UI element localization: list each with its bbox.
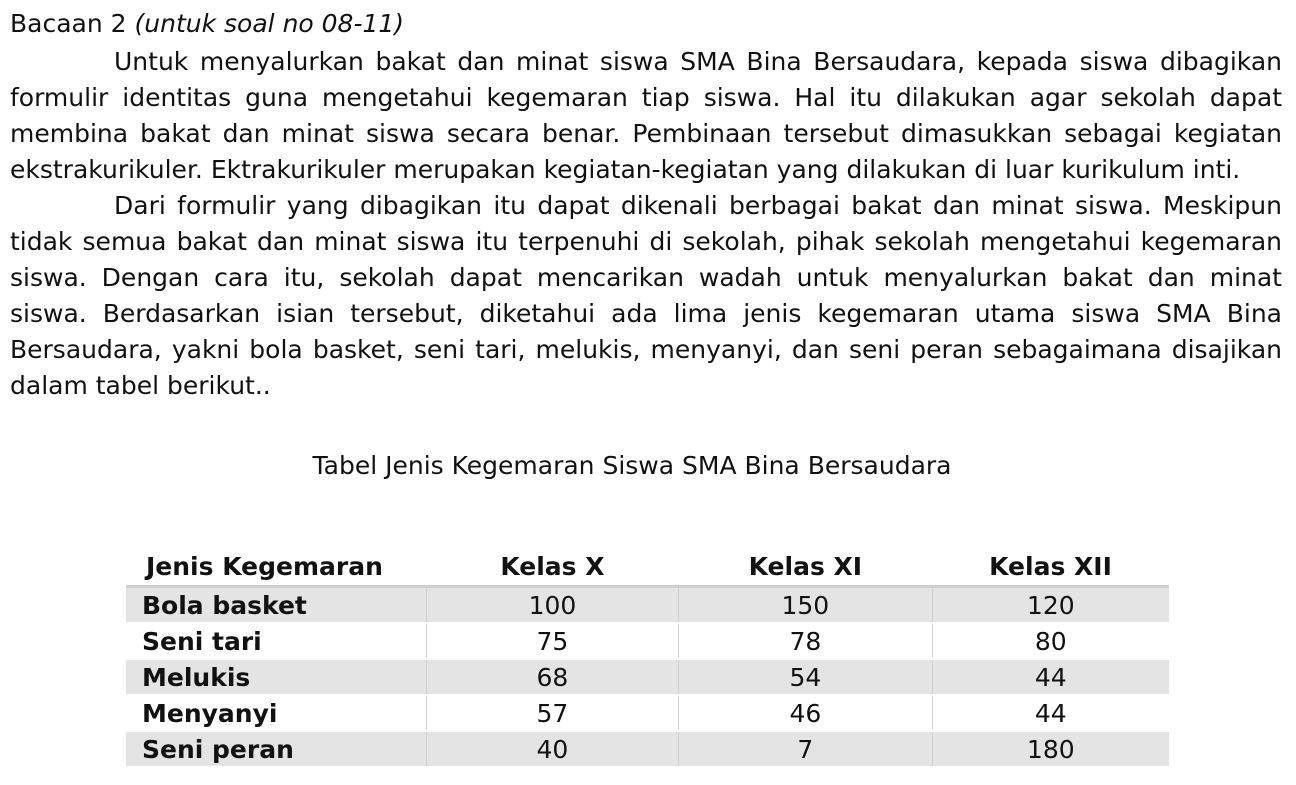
table-caption: Tabel Jenis Kegemaran Siswa SMA Bina Bersaudara [312, 451, 952, 480]
row-label: Seni peran [126, 731, 426, 767]
hobby-table [126, 547, 1169, 768]
cell-kelas-xi: 78 [679, 623, 932, 659]
cell-kelas-xii: 180 [932, 731, 1169, 767]
cell-kelas-xii: 80 [932, 623, 1169, 659]
cell-kelas-xi: 54 [679, 659, 932, 695]
cell-kelas-xi: 46 [679, 695, 932, 731]
paragraph-2: Dari formulir yang dibagikan itu dapat dikenali berbagai bakat dan minat siswa. Meskipun tidak semua bakat dan minat siswa itu terpenuhi di sekolah, pihak sekolah mengetahui kegemaran siswa. Dengan cara itu, sekolah dapat mencarikan wadah untuk menyalurkan bakat dan minat siswa. Berdasarkan isian tersebut, diketahui ada lima jenis kegemaran utama siswa SMA Bina Bersaudara, yakni bola basket, seni tari, melukis, menyanyi, dan seni peran sebagaimana disajikan dalam tabel berikut.. [10, 191, 1282, 400]
row-label: Bola basket [126, 587, 426, 624]
row-label: Seni tari [126, 623, 426, 659]
cell-kelas-xi: 150 [679, 587, 932, 624]
row-label: Melukis [126, 659, 426, 695]
header-kelas-xi: Kelas XI [679, 547, 932, 587]
cell-kelas-xii: 44 [932, 659, 1169, 695]
table-row [126, 731, 1169, 767]
cell-kelas-x: 68 [426, 659, 678, 695]
row-label: Menyanyi [126, 695, 426, 731]
cell-kelas-x: 57 [426, 695, 678, 731]
table-row [126, 623, 1169, 659]
header-kelas-x: Kelas X [426, 547, 678, 587]
paragraph-1: Untuk menyalurkan bakat dan minat siswa SMA Bina Bersaudara, kepada siswa dibagikan formulir identitas guna mengetahui kegemaran tiap siswa. Hal itu dilakukan agar sekolah dapat membina bakat dan minat siswa secara benar. Pembinaan tersebut dimasukkan sebagai kegiatan ekstrakurikuler. Ektrakurikuler merupakan kegiatan-kegiatan yang dilakukan di luar kurikulum inti. [10, 47, 1282, 184]
cell-kelas-xi: 7 [679, 731, 932, 767]
reading-heading [10, 6, 1282, 44]
cell-kelas-x: 100 [426, 587, 678, 624]
table-row [126, 695, 1169, 731]
header-jenis-kegemaran: Jenis Kegemaran [126, 547, 426, 587]
cell-kelas-xii: 44 [932, 695, 1169, 731]
document [10, 6, 1282, 484]
cell-kelas-xii: 120 [932, 587, 1169, 624]
table-row [126, 587, 1169, 624]
heading-label: Bacaan 2 [10, 9, 127, 38]
cell-kelas-x: 40 [426, 731, 678, 767]
heading-subtitle: (untuk soal no 08-11) [134, 9, 405, 38]
header-kelas-xii: Kelas XII [932, 547, 1169, 587]
table-row [126, 659, 1169, 695]
table-header-row [126, 547, 1169, 587]
cell-kelas-x: 75 [426, 623, 678, 659]
